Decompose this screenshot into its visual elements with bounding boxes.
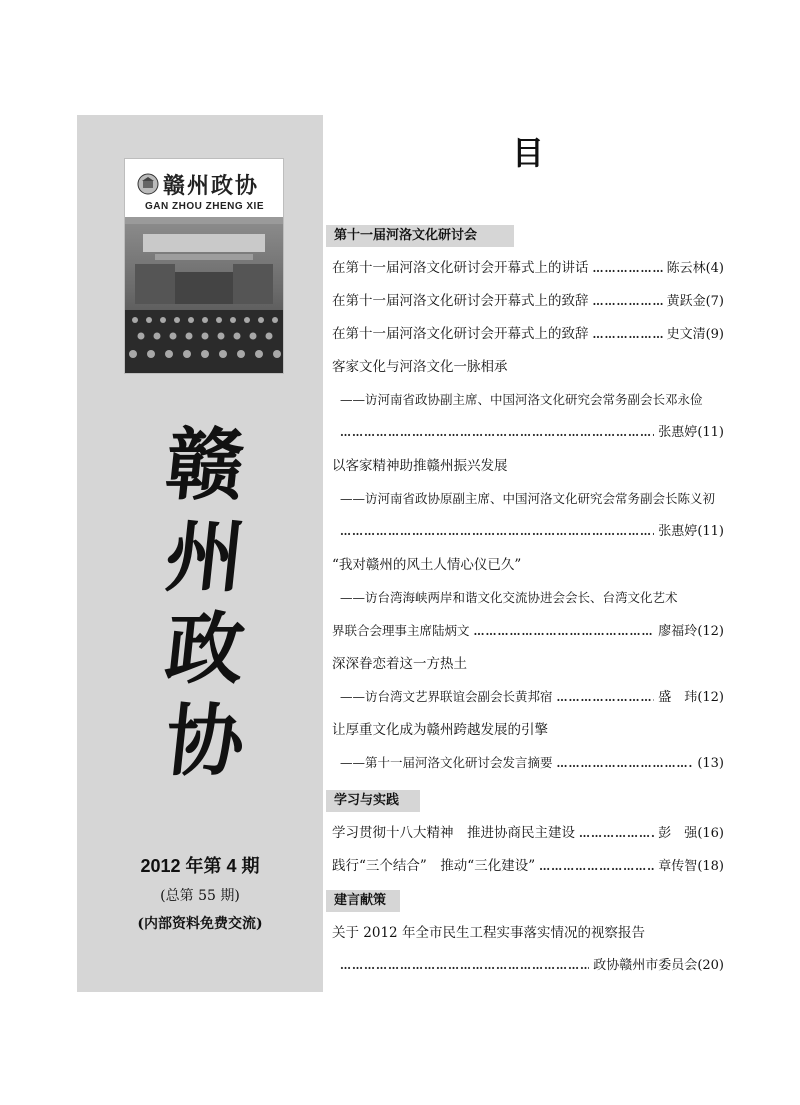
toc-entry-leader[interactable] [332,957,724,975]
entry-page: (9) [705,327,724,342]
toc-entry-title[interactable] [332,655,724,673]
toc-entry-leader[interactable] [340,688,724,707]
toc-entry-leader[interactable] [332,523,724,541]
calligraphy-char: 协 [161,696,249,787]
toc-entry-subtitle [340,490,724,508]
entry-title: 在第十一届河洛文化研讨会开幕式上的讲话 [332,260,589,276]
toc-entry-title[interactable] [332,721,724,739]
leader-dots [539,858,654,876]
calligraphy-char: 赣 [161,420,249,511]
entry-page: (11) [697,524,724,539]
entry-page: (12) [697,690,724,705]
entry-title: 客家文化与河洛文化一脉相承 [332,359,508,375]
entry-author: 陈云林 [666,261,706,276]
entry-title: 在第十一届河洛文化研讨会开幕式上的致辞 [332,326,589,342]
section-header: 建言献策 [326,890,400,912]
entry-page: (20) [697,958,724,973]
toc-entry-leader[interactable] [340,754,724,773]
emblem-icon [137,173,159,195]
toc-entry[interactable] [332,857,724,876]
cover-subtitle: GAN ZHOU ZHENG XIE [145,201,265,212]
entry-title: 让厚重文化成为赣州跨越发展的引擎 [332,722,548,738]
toc-entry-subtitle [340,391,724,409]
leader-dots [474,623,655,641]
toc-entry[interactable] [332,325,724,344]
total-issue-number: (总第 55 期) [160,888,240,904]
calligraphy-char: 政 [161,604,249,695]
entry-subtitle: ——第十一届河洛文化研讨会发言摘要 [340,755,553,770]
toc-entry-subtitle [340,589,724,607]
entry-author: 张惠婷 [658,524,698,539]
entry-subtitle: ——访台湾海峡两岸和谐文化交流协进会会长、台湾文化艺术 [340,590,678,605]
entry-page: (13) [697,756,724,771]
toc-entry-title[interactable] [332,457,724,475]
entry-page: (4) [705,261,724,276]
section-header: 第十一届河洛文化研讨会 [326,225,514,247]
toc-entry-leader[interactable] [332,622,724,641]
entry-page: (11) [697,425,724,440]
entry-title: 在第十一届河洛文化研讨会开幕式上的致辞 [332,293,589,309]
entry-page: (12) [697,624,724,639]
entry-title: “我对赣州的风土人情心仪已久” [332,557,522,573]
leader-dots [593,293,663,311]
cover-title: 赣州政协 [163,173,260,199]
leader-dots [593,260,663,278]
calligraphy-char: 州 [161,512,249,603]
toc-heading: 目 [512,134,545,172]
toc-entry-title[interactable] [332,358,724,376]
entry-author: 张惠婷 [658,425,698,440]
leader-dots [340,957,589,975]
entry-author: 政协赣州市委员会 [593,958,698,973]
leader-dots [593,326,663,344]
entry-title: 以客家精神助推赣州振兴发展 [332,458,508,474]
toc-entry-title[interactable] [332,924,724,942]
section-header: 学习与实践 [326,790,420,812]
entry-author: 廖福玲 [658,624,698,639]
cover-photo [125,224,283,373]
calligraphy-title [150,420,260,788]
leader-dots [340,523,654,541]
leader-dots [340,424,654,442]
entry-subtitle: ——访台湾文艺界联谊会副会长黄邦宿 [340,689,553,704]
entry-author: 黄跃金 [666,294,706,309]
cover-strip [125,217,283,224]
entry-author: 史文清 [666,327,706,342]
leader-dots [579,825,654,843]
entry-title: 践行“三个结合” 推动“三化建设” [332,858,536,874]
entry-title: 深深眷恋着这一方热土 [332,656,467,672]
toc-entry[interactable] [332,824,724,843]
toc-entry[interactable] [332,259,724,278]
cover-masthead [125,159,283,221]
toc-entry-leader[interactable] [332,424,724,442]
entry-author: 章传智 [658,859,698,874]
cover-thumbnail [124,158,284,374]
entry-author: 彭 强 [658,826,698,841]
entry-title: 关于 2012 年全市民生工程实事落实情况的视察报告 [332,925,645,941]
issue-number: 2012 年第 4 期 [140,856,260,876]
entry-page: (7) [705,294,724,309]
circulation-note: (内部资料免费交流) [137,916,263,932]
entry-subtitle: ——访河南省政协原副主席、中国河洛文化研究会常务副会长陈义初 [340,491,716,506]
toc-entry[interactable] [332,292,724,311]
entry-page: (18) [697,859,724,874]
toc-entry-title[interactable] [332,556,724,574]
entry-author: 盛 玮 [658,690,698,705]
entry-title: 学习贯彻十八大精神 推进协商民主建设 [332,825,575,841]
entry-subtitle: ——访河南省政协副主席、中国河洛文化研究会常务副会长邓永俭 [340,392,703,407]
leader-dots [557,755,694,773]
entry-page: (16) [697,826,724,841]
entry-subtitle-cont: 界联合会理事主席陆炳文 [332,623,470,638]
leader-dots [557,689,655,707]
